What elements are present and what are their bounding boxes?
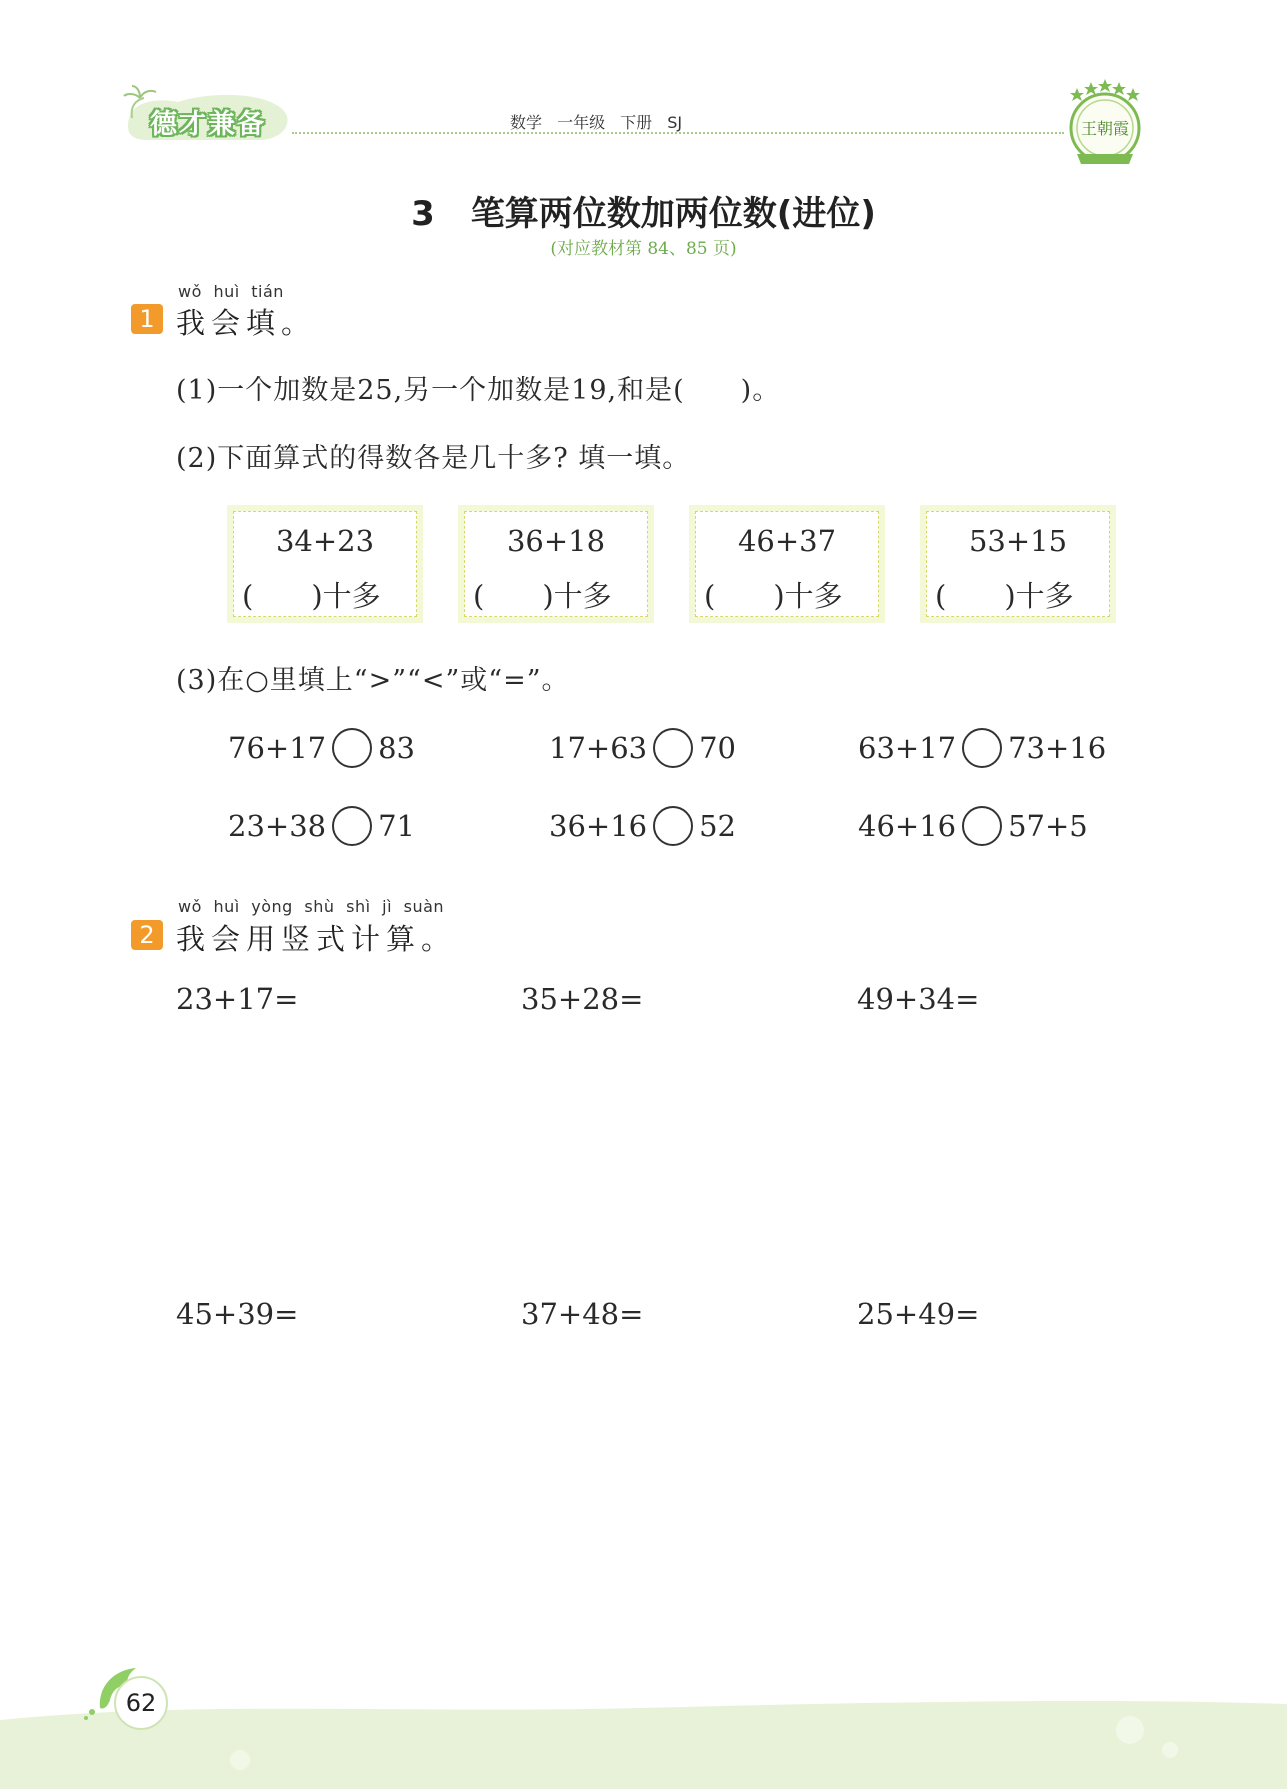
question-1-2: (2)下面算式的得数各是几十多? 填一填。 (176, 443, 691, 474)
comparison-left: 36+16 (549, 809, 648, 843)
section1-title: 我会填。 (176, 306, 317, 340)
estimate-answer-blank[interactable]: ( )十多 (242, 579, 381, 613)
comparison-item (858, 728, 1106, 768)
vertical-calc-problem: 25+49= (857, 1297, 980, 1331)
lesson-number: 3 (411, 194, 435, 234)
section2-title: 我会用竖式计算。 (176, 922, 457, 956)
estimate-box (689, 505, 885, 623)
question-1-1: (1)一个加数是25,另一个加数是19,和是( )。 (176, 375, 781, 406)
comparison-right: 70 (699, 731, 737, 765)
comparison-circle[interactable] (332, 806, 372, 846)
section1-number-badge: 1 (131, 304, 163, 334)
estimate-answer-blank[interactable]: ( )十多 (704, 579, 843, 613)
header-meta: 数学 一年级 下册 SJ (510, 113, 683, 132)
comparison-left: 46+16 (858, 809, 957, 843)
comparison-circle[interactable] (962, 806, 1002, 846)
vertical-calc-problem: 37+48= (521, 1297, 644, 1331)
comparison-item (549, 806, 736, 846)
comparison-right: 73+16 (1008, 731, 1107, 765)
section2-pinyin: wǒ huì yòng shù shì jì suàn (178, 897, 445, 916)
textbook-reference: (对应教材第 84、85 页) (550, 239, 737, 259)
footer-decoration (0, 1690, 1287, 1789)
estimate-expression: 36+18 (506, 524, 606, 558)
estimate-box (458, 505, 654, 623)
lesson-title-text: 笔算两位数加两位数(进位) (470, 194, 876, 234)
comparison-item (228, 806, 415, 846)
comparison-item (228, 728, 415, 768)
section2-number-badge: 2 (131, 920, 163, 950)
comparison-circle[interactable] (653, 806, 693, 846)
comparison-left: 17+63 (549, 731, 648, 765)
comparison-right: 52 (699, 809, 737, 843)
vertical-calc-problem: 35+28= (521, 982, 644, 1016)
vertical-calc-problem: 49+34= (857, 982, 980, 1016)
estimate-expression: 34+23 (275, 524, 375, 558)
badge-text: 王朝霞 (1080, 119, 1130, 138)
vertical-calc-problem: 45+39= (176, 1297, 299, 1331)
section1-pinyin: wǒ huì tián (178, 282, 284, 301)
comparison-right: 83 (378, 731, 416, 765)
estimate-box (227, 505, 423, 623)
estimate-expression: 53+15 (968, 524, 1068, 558)
comparison-right: 57+5 (1008, 809, 1088, 843)
comparison-circle[interactable] (332, 728, 372, 768)
comparison-item (858, 806, 1088, 846)
comparison-left: 76+17 (228, 731, 327, 765)
comparison-right: 71 (378, 809, 416, 843)
comparison-circle[interactable] (653, 728, 693, 768)
question-1-3: (3)在○里填上“>”“<”或“=”。 (176, 665, 570, 696)
estimate-box (920, 505, 1116, 623)
comparison-item (549, 728, 736, 768)
comparison-left: 23+38 (228, 809, 327, 843)
comparison-circle[interactable] (962, 728, 1002, 768)
badge-logo (1055, 76, 1155, 168)
comparison-left: 63+17 (858, 731, 957, 765)
page-number: 62 (114, 1676, 168, 1730)
estimate-answer-blank[interactable]: ( )十多 (935, 579, 1074, 613)
page-title (0, 186, 1287, 235)
estimate-answer-blank[interactable]: ( )十多 (473, 579, 612, 613)
vertical-calc-problem: 23+17= (176, 982, 299, 1016)
brand-title: 德才兼备 (150, 109, 266, 140)
estimate-expression: 46+37 (737, 524, 837, 558)
